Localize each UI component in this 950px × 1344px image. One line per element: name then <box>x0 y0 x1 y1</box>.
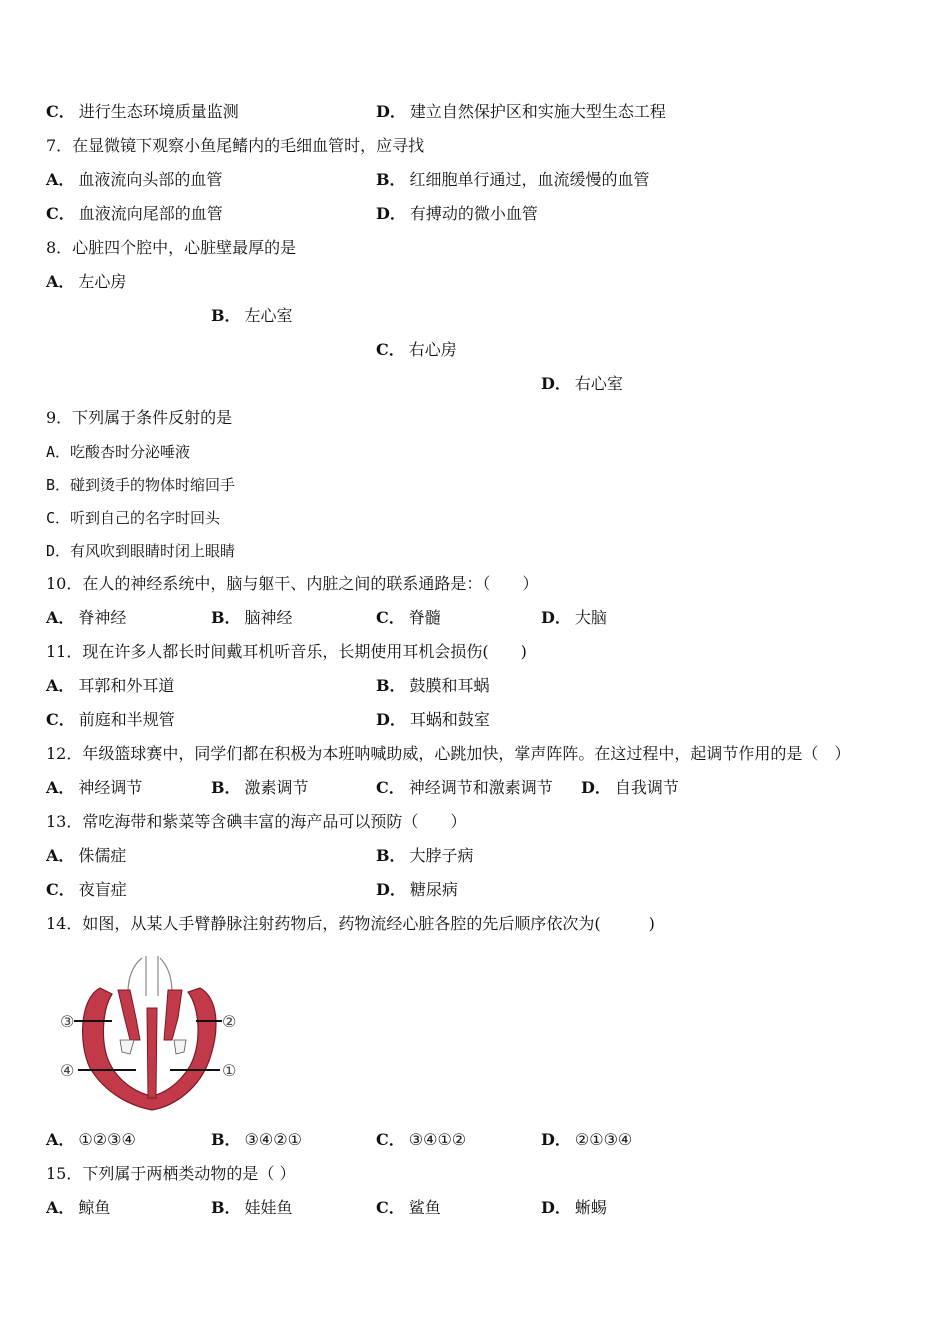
option-letter: B． <box>211 1198 241 1217</box>
answer-option <box>581 778 679 798</box>
answer-option <box>541 1130 632 1150</box>
option-letter: D． <box>541 374 571 393</box>
option-letter: A． <box>46 608 75 627</box>
option-text: 神经调节 <box>78 778 143 797</box>
great-vessels <box>128 956 172 996</box>
option-text: 血液流向尾部的血管 <box>78 204 223 223</box>
answer-option <box>46 778 142 798</box>
option-text: 右心室 <box>574 374 623 393</box>
question-stem: 7．在显微镜下观察小鱼尾鳍内的毛细血管时，应寻找 <box>46 136 425 155</box>
answer-option <box>46 272 126 292</box>
option-letter: A． <box>46 170 75 189</box>
option-letter: C． <box>376 340 405 359</box>
heart-septum <box>147 1008 157 1098</box>
question-stem: 14．如图，从某人手臂静脉注射药物后，药物流经心脏各腔的先后顺序依次为( ) <box>46 914 655 933</box>
option-text: 娃娃鱼 <box>244 1198 293 1217</box>
option-letter: B． <box>376 676 406 695</box>
question-stem: 13．常吃海带和紫菜等含碘丰富的海产品可以预防（ ） <box>46 812 467 831</box>
option-text: 左心室 <box>244 306 293 325</box>
answer-option <box>46 676 174 696</box>
option-letter: A． <box>46 778 75 797</box>
answer-option <box>376 1198 441 1218</box>
option-letter: C． <box>376 778 405 797</box>
option-letter: D． <box>376 710 406 729</box>
option-text: 大脑 <box>574 608 607 627</box>
option-letter: D． <box>541 608 571 627</box>
answer-option <box>211 1198 293 1218</box>
option-letter: D． <box>376 204 406 223</box>
answer-option <box>211 1130 302 1150</box>
option-letter: C． <box>46 710 75 729</box>
option-text: 鼓膜和耳蜗 <box>409 676 490 695</box>
option-text: 耳郭和外耳道 <box>78 676 175 695</box>
option-letter: A． <box>46 272 75 291</box>
option-letter: B． <box>211 778 241 797</box>
answer-option <box>376 710 490 730</box>
question-stem: 10．在人的神经系统中，脑与躯干、内脏之间的联系通路是：（ ） <box>46 574 539 593</box>
option-text: ①②③④ <box>78 1130 136 1149</box>
option-text: 脊髓 <box>408 608 441 627</box>
option-line: A．吃酸杏时分泌唾液 <box>46 443 191 461</box>
option-text: 右心房 <box>408 340 457 359</box>
answer-option <box>46 1130 136 1150</box>
answer-option <box>376 778 553 798</box>
answer-option <box>541 608 607 628</box>
answer-option <box>376 170 650 190</box>
label-3: ③ <box>60 1012 75 1031</box>
aorta-right <box>164 990 182 1040</box>
option-letter: C． <box>46 880 75 899</box>
option-letter: C． <box>376 608 405 627</box>
answer-option <box>541 374 623 394</box>
option-text: 有搏动的微小血管 <box>409 204 538 223</box>
option-text: 鲨鱼 <box>408 1198 441 1217</box>
answer-option <box>46 102 239 122</box>
answer-option <box>376 102 666 122</box>
option-text: 耳蜗和鼓室 <box>409 710 490 729</box>
option-letter: C． <box>376 1130 405 1149</box>
option-text: 脊神经 <box>78 608 127 627</box>
option-letter: D． <box>376 102 406 121</box>
valve-right <box>174 1040 186 1054</box>
answer-option <box>46 1198 110 1218</box>
option-text: 脑神经 <box>244 608 293 627</box>
question-stem: 12．年级篮球赛中，同学们都在积极为本班呐喊助威，心跳加快，掌声阵阵。在这过程中，起调节作用的是（ ） <box>46 744 851 763</box>
option-text: 红细胞单行通过，血流缓慢的血管 <box>409 170 650 189</box>
option-letter: A． <box>46 846 75 865</box>
option-text: 自我调节 <box>614 778 679 797</box>
answer-option <box>46 608 126 628</box>
label-4: ④ <box>60 1061 75 1080</box>
option-text: 大脖子病 <box>409 846 474 865</box>
option-text: 血液流向头部的血管 <box>78 170 223 189</box>
option-text: 激素调节 <box>244 778 309 797</box>
answer-option <box>376 204 538 224</box>
answer-option <box>376 1130 466 1150</box>
option-letter: B． <box>211 1130 241 1149</box>
option-text: ③④①② <box>408 1130 467 1149</box>
option-letter: D． <box>541 1198 571 1217</box>
label-2: ② <box>222 1012 237 1031</box>
option-letter: B． <box>376 170 406 189</box>
option-text: 鲸鱼 <box>78 1198 111 1217</box>
answer-option <box>46 880 127 900</box>
option-line: C．听到自己的名字时回头 <box>46 509 221 527</box>
option-text: 蜥蜴 <box>574 1198 607 1217</box>
answer-option <box>211 608 293 628</box>
question-stem: 11．现在许多人都长时间戴耳机听音乐，长期使用耳机会损伤( ) <box>46 642 527 661</box>
option-letter: A． <box>46 1130 75 1149</box>
valve-left <box>120 1040 134 1054</box>
answer-option <box>46 170 222 190</box>
answer-option <box>46 710 175 730</box>
option-text: 建立自然保护区和实施大型生态工程 <box>409 102 666 121</box>
answer-option <box>376 676 490 696</box>
option-text: ②①③④ <box>574 1130 633 1149</box>
option-letter: B． <box>211 608 241 627</box>
option-text: 前庭和半规管 <box>78 710 175 729</box>
option-text: 夜盲症 <box>78 880 127 899</box>
option-letter: D． <box>581 778 611 797</box>
answer-option <box>46 204 223 224</box>
option-line: D．有风吹到眼睛时闭上眼睛 <box>46 542 236 560</box>
answer-option <box>211 306 293 326</box>
option-text: 侏儒症 <box>78 846 127 865</box>
option-line: B．碰到烫手的物体时缩回手 <box>46 476 236 494</box>
answer-option <box>376 846 474 866</box>
question-stem: 9．下列属于条件反射的是 <box>46 408 233 427</box>
option-letter: D． <box>541 1130 571 1149</box>
answer-option <box>376 340 457 360</box>
answer-option <box>211 778 309 798</box>
heart-diagram <box>50 948 250 1116</box>
option-text: ③④②① <box>244 1130 302 1149</box>
option-letter: C． <box>376 1198 405 1217</box>
option-text: 神经调节和激素调节 <box>408 778 553 797</box>
label-1: ① <box>222 1061 237 1080</box>
question-stem: 15．下列属于两栖类动物的是（ ） <box>46 1164 296 1183</box>
option-text: 左心房 <box>78 272 127 291</box>
option-letter: A． <box>46 1198 75 1217</box>
option-letter: C． <box>46 102 75 121</box>
answer-option <box>46 846 126 866</box>
option-letter: D． <box>376 880 406 899</box>
aorta-left <box>118 990 140 1040</box>
answer-option <box>376 608 441 628</box>
option-letter: C． <box>46 204 75 223</box>
option-letter: B． <box>376 846 406 865</box>
option-text: 进行生态环境质量监测 <box>78 102 239 121</box>
option-letter: B． <box>211 306 241 325</box>
question-stem: 8．心脏四个腔中，心脏壁最厚的是 <box>46 238 297 257</box>
answer-option <box>541 1198 607 1218</box>
option-text: 糖尿病 <box>409 880 458 899</box>
option-letter: A． <box>46 676 75 695</box>
answer-option <box>376 880 458 900</box>
